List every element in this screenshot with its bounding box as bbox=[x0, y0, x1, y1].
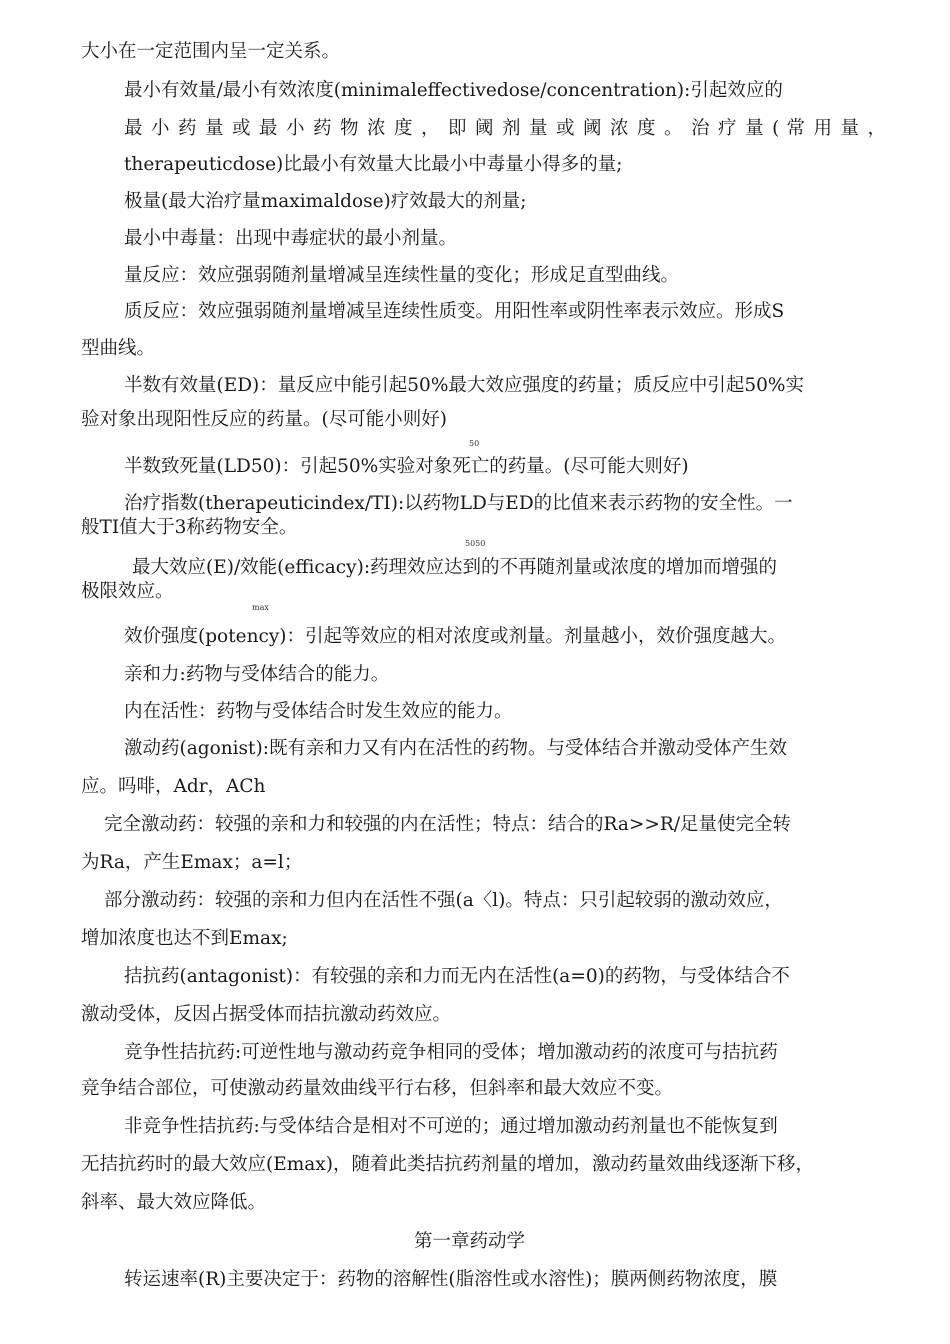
text-line-21: 应。吗啡，Adr，ACh bbox=[81, 776, 266, 797]
text-line-22: 完全激动药：较强的亲和力和较强的内在活性；特点：结合的Ra>>R/足量使完全转 bbox=[104, 814, 792, 835]
text-line-8: 质反应：效应强弱随剂量增减呈连续性质变。用阳性率或阴性率表示效应。形成S bbox=[124, 301, 785, 322]
text-line-12: 半数致死量(LD50)：引起50%实验对象死亡的药量。(尽可能大则好) bbox=[124, 456, 689, 477]
text-line-24: 部分激动药：较强的亲和力但内在活性不强(a〈l)。特点：只引起较弱的激动效应， bbox=[104, 890, 783, 911]
text-line-11: 验对象出现阳性反应的药量。(尽可能小则好) bbox=[81, 409, 447, 430]
text-line-2: 最小有效量/最小有效浓度(minimaleffectivedose/concentration):引起效应的 bbox=[124, 80, 783, 101]
text-line-6: 最小中毒量：出现中毒症状的最小剂量。 bbox=[124, 228, 458, 249]
text-line-20: 激动药(agonist):既有亲和力又有内在活性的药物。与受体结合并激动受体产生效 bbox=[124, 738, 787, 759]
text-line-31: 无拮抗药时的最大效应(Emax)，随着此类拮抗药剂量的增加，激动药量效曲线逐渐下移， bbox=[81, 1154, 814, 1175]
text-line-23: 为Ra，产生Emax；a=l； bbox=[81, 852, 303, 873]
text-line-32: 斜率、最大效应降低。 bbox=[81, 1192, 267, 1213]
text-line-30: 非竞争性拮抗药:与受体结合是相对不可逆的；通过增加激动药剂量也不能恢复到 bbox=[124, 1116, 778, 1137]
text-line-29: 竞争结合部位，可使激动药量效曲线平行右移，但斜率和最大效应不变。 bbox=[81, 1078, 674, 1099]
text-line-17: 效价强度(potency)：引起等效应的相对浓度或剂量。剂量越小，效价强度越大。 bbox=[124, 626, 787, 647]
text-line-16: 极限效应。 bbox=[81, 581, 174, 602]
text-line-27: 激动受体，反因占据受体而拮抗激动药效应。 bbox=[81, 1004, 452, 1025]
text-line-19: 内在活性：药物与受体结合时发生效应的能力。 bbox=[124, 701, 513, 722]
text-line-28: 竞争性拮抗药:可逆性地与激动药竞争相同的受体；增加激动药的浓度可与拮抗药 bbox=[124, 1042, 778, 1063]
text-line-26: 拮抗药(antagonist)：有较强的亲和力而无内在活性(a=0)的药物，与受体结合不 bbox=[124, 966, 790, 987]
text-line-4: therapeuticdose)比最小有效量大比最小中毒量小得多的量; bbox=[124, 154, 623, 175]
text-line-15: 最大效应(E)/效能(efficacy):药理效应达到的不再随剂量或浓度的增加而增强的 bbox=[132, 557, 778, 578]
subscript-emax: max bbox=[252, 603, 269, 612]
text-line-7: 量反应：效应强弱随剂量增减呈连续性量的变化；形成足直型曲线。 bbox=[124, 265, 680, 286]
text-line-33: 转运速率(R)主要决定于：药物的溶解性(脂溶性或水溶性)；膜两侧药物浓度，膜 bbox=[124, 1269, 778, 1290]
text-line-13: 治疗指数(therapeuticindex/TI):以药物LD与ED的比值来表示药物的安全性。一 bbox=[124, 493, 793, 514]
text-line-5: 极量(最大治疗量maximaldose)疗效最大的剂量; bbox=[124, 191, 527, 212]
text-line-25: 增加浓度也达不到Emax; bbox=[81, 928, 288, 949]
subscript-ed50: 50 bbox=[469, 439, 480, 448]
text-line-3: 最 小 药 量 或 最 小 药 物 浓 度 ， 即 阈 剂 量 或 阈 浓 度 。 治 疗 量 ( 常 用 量 ， bbox=[124, 118, 886, 139]
text-line-10: 半数有效量(ED)：量反应中能引起50%最大效应强度的药量；质反应中引起50%实 bbox=[124, 375, 805, 396]
text-line-14: 般TI值大于3称药物安全。 bbox=[81, 517, 298, 538]
subscript-ld50-ed50: 5050 bbox=[465, 539, 486, 548]
chapter-heading: 第一章药动学 bbox=[414, 1231, 526, 1252]
text-line-18: 亲和力:药物与受体结合的能力。 bbox=[124, 664, 390, 685]
text-line-9: 型曲线。 bbox=[81, 338, 156, 359]
text-line-1: 大小在一定范围内呈一定关系。 bbox=[81, 41, 341, 62]
